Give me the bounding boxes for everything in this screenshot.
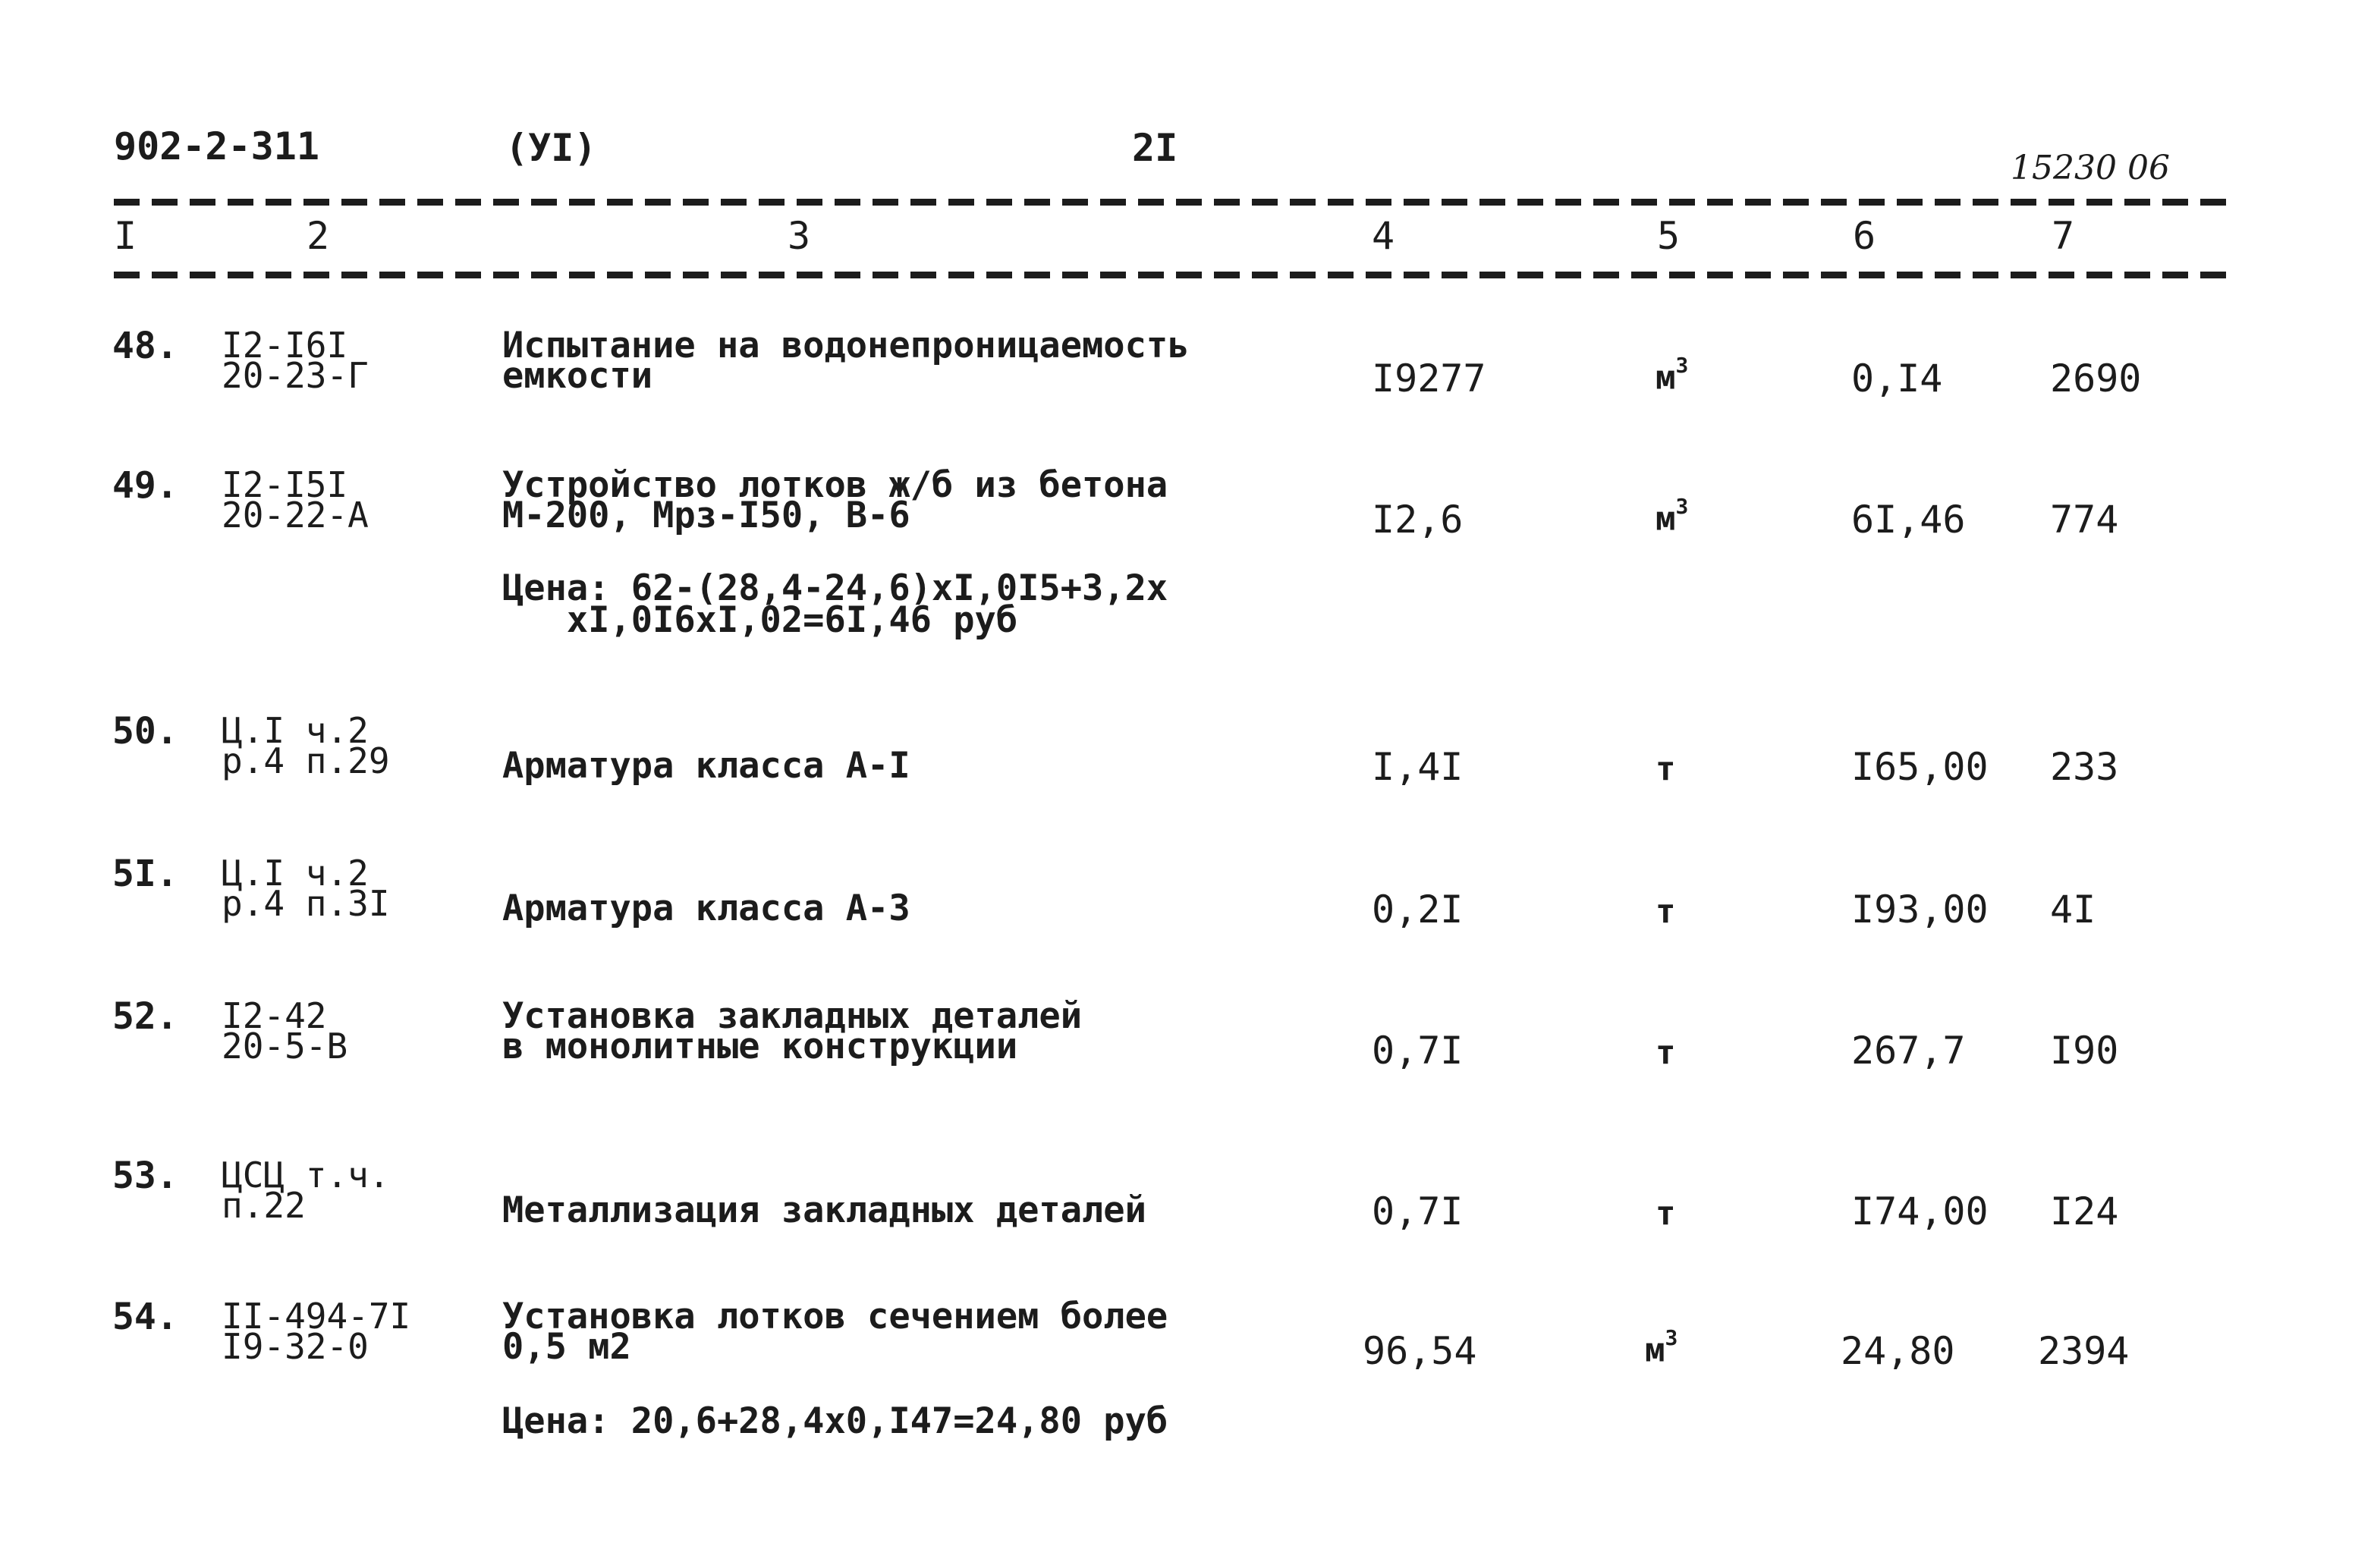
col-header-5: 5 xyxy=(1657,214,1681,258)
work-description-line: Установка лотков сечением более xyxy=(502,1296,1168,1337)
unit-price: 0,I4 xyxy=(1851,357,1943,401)
row-number: 54. xyxy=(112,1296,178,1338)
rate-code-line: Ц.I ч.2 xyxy=(222,853,369,894)
doc-code: 902-2-311 xyxy=(114,124,319,168)
quantity: I9277 xyxy=(1372,357,1486,401)
col-header-1: I xyxy=(114,214,137,258)
unit: т xyxy=(1656,1033,1676,1073)
work-description-line: Металлизация закладных деталей xyxy=(502,1189,1146,1231)
rate-code-line: I2-I6I xyxy=(222,325,348,366)
price-note-line: хI,0I6хI,02=6I,46 руб xyxy=(502,599,1018,641)
row-number: 53. xyxy=(112,1155,178,1197)
work-description-line: в монолитные конструкции xyxy=(502,1026,1018,1067)
col-header-2: 2 xyxy=(307,214,330,258)
unit-price: 267,7 xyxy=(1851,1029,1966,1073)
unit: $м^3$ xyxy=(1656,353,1689,397)
row-number: 49. xyxy=(112,464,178,507)
price-note-line: Цена: 20,6+28,4х0,I47=24,80 руб xyxy=(502,1400,1168,1442)
rate-code-line: 20-22-А xyxy=(222,495,369,536)
total-cost: I90 xyxy=(2050,1029,2119,1073)
unit: $м^3$ xyxy=(1645,1325,1678,1370)
work-description-line: емкости xyxy=(502,355,653,397)
total-cost: 2690 xyxy=(2050,357,2142,401)
archive-stamp: 15230 06 xyxy=(2011,149,2170,187)
quantity: 0,2I xyxy=(1372,888,1464,932)
rate-code-line: п.22 xyxy=(222,1185,306,1226)
row-number: 50. xyxy=(112,710,178,753)
rate-code-line: I9-32-0 xyxy=(222,1326,369,1367)
section-label: (УI) xyxy=(505,126,597,170)
total-cost: 2394 xyxy=(2038,1329,2130,1373)
rate-code-line: 20-23-Г xyxy=(222,355,369,396)
unit-price: I93,00 xyxy=(1851,888,1989,932)
price-note-line: Цена: 62-(28,4-24,6)хI,0I5+3,2х xyxy=(502,567,1168,609)
rate-code-line: 20-5-В xyxy=(222,1026,348,1067)
col-header-6: 6 xyxy=(1853,214,1876,258)
total-cost: 4I xyxy=(2050,888,2096,932)
rate-code-line: I2-42 xyxy=(222,995,327,1036)
quantity: 96,54 xyxy=(1363,1329,1477,1373)
unit-price: 24,80 xyxy=(1841,1329,1955,1373)
unit: т xyxy=(1656,892,1676,932)
total-cost: 233 xyxy=(2050,745,2119,789)
total-cost: 774 xyxy=(2050,498,2119,542)
header-top-rule xyxy=(114,199,2238,206)
unit-price: 6I,46 xyxy=(1851,498,1966,542)
work-description-line: Арматура класса А-I xyxy=(502,745,910,787)
unit: т xyxy=(1656,749,1676,789)
work-description-line: Испытание на водонепроницаемость xyxy=(502,325,1190,366)
row-number: 52. xyxy=(112,995,178,1038)
row-number: 48. xyxy=(112,325,178,367)
unit-price: I74,00 xyxy=(1851,1189,1989,1233)
work-description-line: Арматура класса А-3 xyxy=(502,888,910,929)
rate-code-line: ЦСЦ т.ч. xyxy=(222,1155,390,1196)
quantity: 0,7I xyxy=(1372,1189,1464,1233)
quantity: 0,7I xyxy=(1372,1029,1464,1073)
quantity: I,4I xyxy=(1372,745,1464,789)
rate-code-line: р.4 п.29 xyxy=(222,740,390,781)
rate-code-line: р.4 п.3I xyxy=(222,883,390,924)
work-description-line: Устройство лотков ж/б из бетона xyxy=(502,464,1168,506)
col-header-7: 7 xyxy=(2052,214,2075,258)
rate-code-line: II-494-7I xyxy=(222,1296,411,1337)
rate-code-line: Ц.I ч.2 xyxy=(222,710,369,751)
work-description-line: М-200, Мрз-I50, В-6 xyxy=(502,495,910,536)
col-header-4: 4 xyxy=(1372,214,1395,258)
quantity: I2,6 xyxy=(1372,498,1464,542)
col-header-3: 3 xyxy=(788,214,811,258)
unit-price: I65,00 xyxy=(1851,745,1989,789)
rate-code-line: I2-I5I xyxy=(222,464,348,505)
work-description-line: Установка закладных деталей xyxy=(502,995,1083,1037)
unit: т xyxy=(1656,1194,1676,1233)
row-number: 5I. xyxy=(112,853,178,895)
page-number: 2I xyxy=(1132,126,1178,170)
header-bottom-rule xyxy=(114,272,2238,278)
work-description-line: 0,5 м2 xyxy=(502,1326,631,1368)
unit: $м^3$ xyxy=(1656,494,1689,539)
total-cost: I24 xyxy=(2050,1189,2119,1233)
